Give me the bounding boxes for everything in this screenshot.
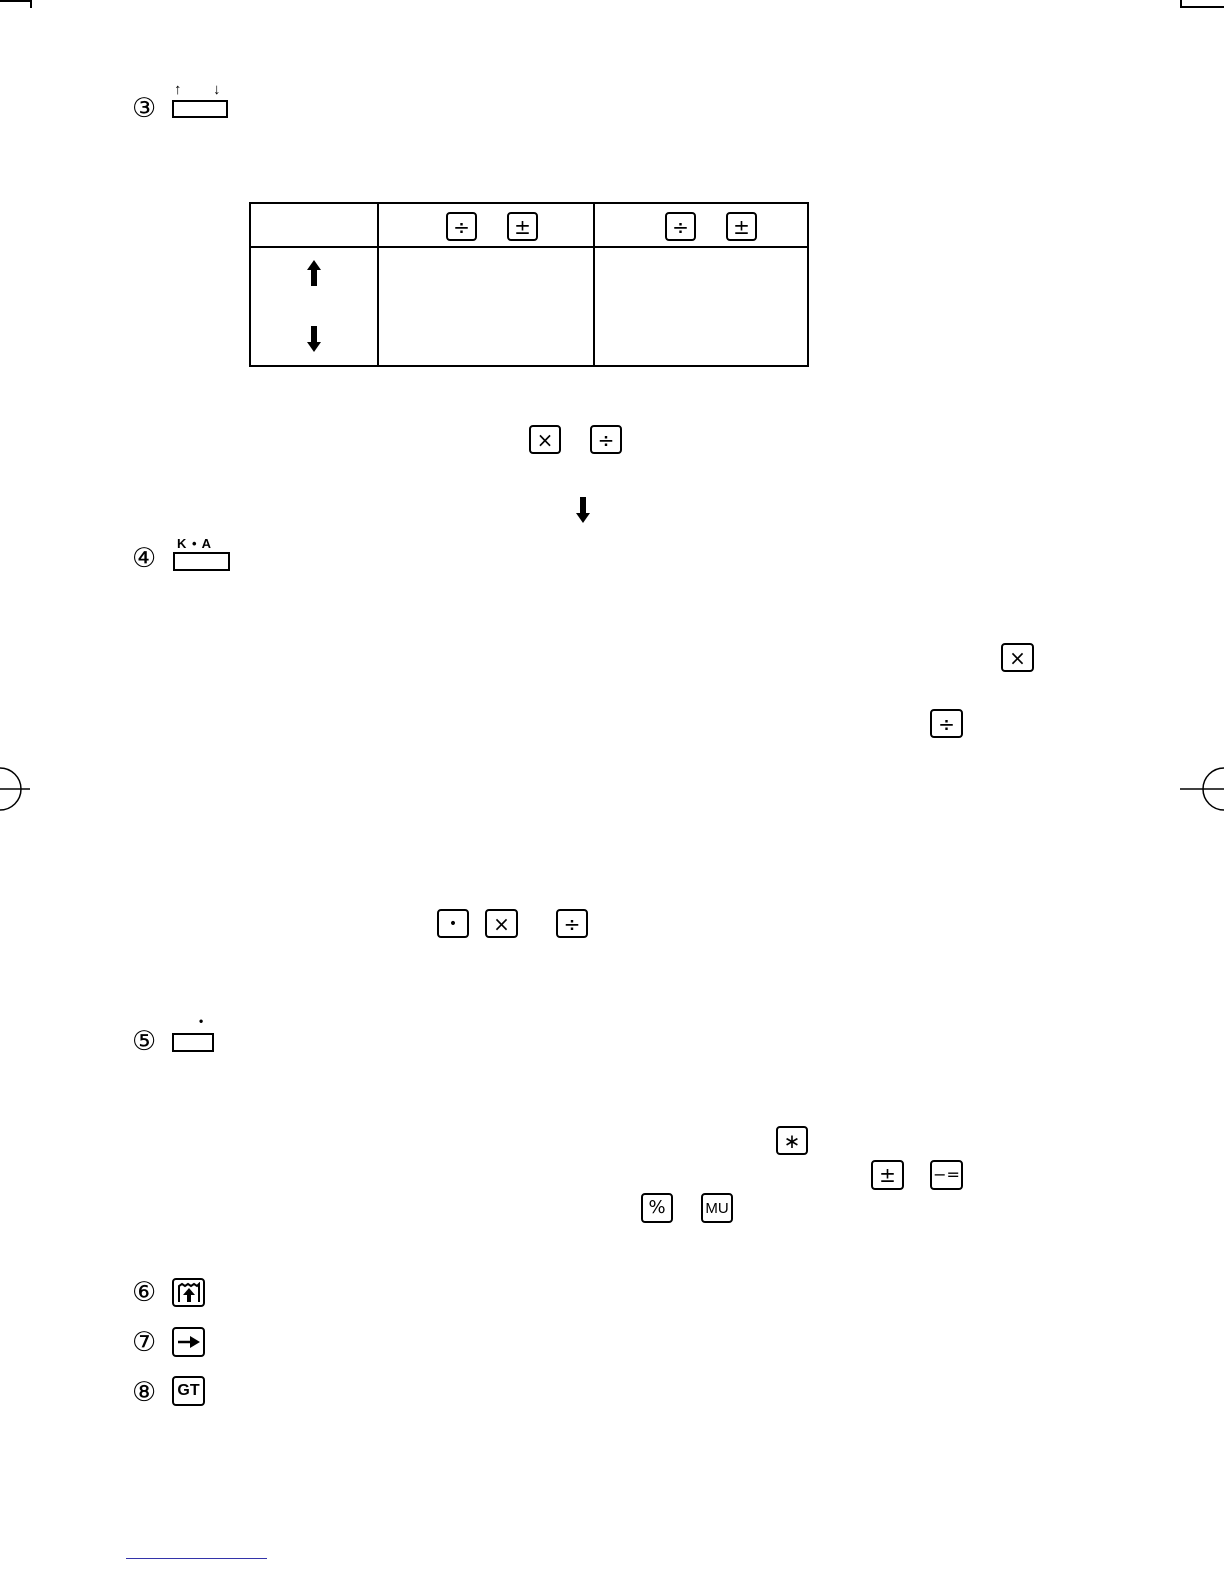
plus-minus-equal-key: ± bbox=[507, 212, 538, 241]
rounding-table bbox=[249, 202, 809, 367]
arrow-down-icon bbox=[307, 326, 321, 352]
markup-key: MU bbox=[701, 1193, 733, 1223]
table-corner-cell bbox=[250, 203, 378, 247]
item-number: ⑤ bbox=[132, 1026, 157, 1057]
crop-mark bbox=[1180, 6, 1224, 8]
grand-total-key: GT bbox=[172, 1376, 205, 1406]
divide-key: ÷ bbox=[556, 909, 588, 938]
multiply-key: × bbox=[1001, 643, 1034, 672]
paper-feed-icon bbox=[177, 1282, 201, 1304]
paper-feed-key bbox=[172, 1278, 205, 1307]
divide-key: ÷ bbox=[930, 709, 963, 738]
rounding-up-label: ↑ bbox=[174, 81, 183, 98]
registration-mark bbox=[0, 766, 32, 812]
item-number: ⑧ bbox=[132, 1377, 157, 1408]
item-number: ④ bbox=[132, 543, 157, 574]
table-cell bbox=[378, 247, 594, 366]
divide-key: ÷ bbox=[446, 212, 477, 241]
divide-key: ÷ bbox=[665, 212, 696, 241]
rounding-down-label: ↓ bbox=[213, 81, 222, 98]
item-number: ③ bbox=[132, 93, 157, 124]
constant-add-selector-switch[interactable] bbox=[173, 552, 230, 571]
multiply-key: × bbox=[529, 425, 561, 454]
arrow-down-icon bbox=[576, 497, 590, 523]
asterisk-key: ∗ bbox=[776, 1126, 808, 1155]
crop-mark bbox=[0, 0, 30, 2]
multiply-key: × bbox=[485, 909, 518, 938]
item-number: ⑥ bbox=[132, 1277, 157, 1308]
table-row-label-cell bbox=[250, 247, 378, 366]
right-arrow-key bbox=[172, 1327, 205, 1357]
decimal-selector-switch[interactable] bbox=[172, 1033, 214, 1052]
registration-mark bbox=[1178, 766, 1224, 812]
rounding-selector-switch[interactable] bbox=[172, 100, 228, 118]
decimal-point-key: • bbox=[437, 909, 469, 938]
right-arrow-icon bbox=[178, 1336, 200, 1348]
table-header-cell bbox=[378, 203, 594, 247]
plus-minus-equal-key: ± bbox=[871, 1160, 904, 1190]
footnote-rule bbox=[126, 1558, 267, 1559]
plus-minus-equal-key: ± bbox=[726, 212, 757, 241]
arrow-up-icon bbox=[307, 260, 321, 286]
divide-key: ÷ bbox=[590, 425, 622, 454]
percent-key: % bbox=[641, 1193, 673, 1223]
item-number: ⑦ bbox=[132, 1327, 157, 1358]
decimal-selector-label: • bbox=[199, 1014, 205, 1028]
table-cell bbox=[594, 247, 808, 366]
crop-mark bbox=[30, 0, 32, 8]
minus-equal-key: −= bbox=[930, 1160, 963, 1190]
table-header-cell bbox=[594, 203, 808, 247]
constant-add-label: K • A bbox=[177, 536, 213, 551]
